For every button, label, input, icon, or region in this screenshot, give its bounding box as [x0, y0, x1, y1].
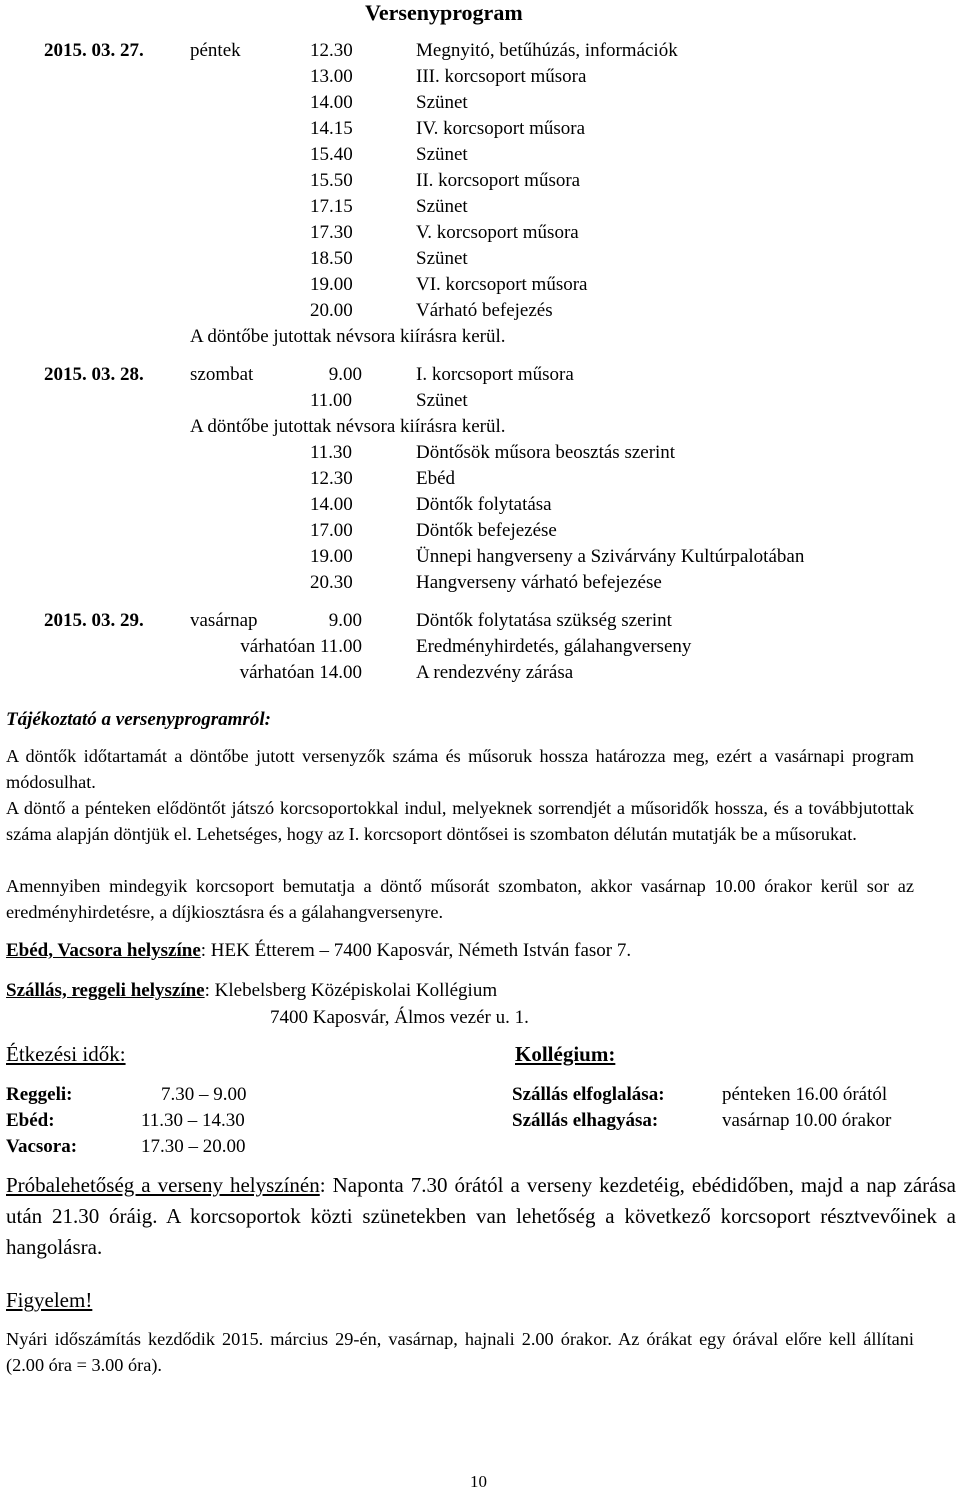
day1-event: Várható befejezés [416, 300, 553, 321]
warning-text: Nyári időszámítás kezdődik 2015. március 29-én, vasárnap, hajnali 2.00 órakor. Az órákat egy órával előre kell állítani (2.00 óra = 3.00 óra). [6, 1329, 914, 1375]
day1-note: A döntőbe jutottak névsora kiírásra kerül. [190, 326, 506, 347]
meal-label: Ebéd: [6, 1110, 55, 1131]
day1-time: 14.00 [310, 92, 353, 113]
info-paragraph: Amennyiben mindegyik korcsoport bemutatja a döntő műsorát szombaton, akkor vasárnap 10.00 órakor kerül sor az eredményhirdetésre, a díjkiosztásra és a gálahangversenyre. [6, 876, 914, 922]
day2-event: Döntők folytatása [416, 494, 552, 515]
day1-event: Szünet [416, 92, 468, 113]
day1-date: 2015. 03. 27. [44, 40, 144, 61]
day2-time: 11.30 [310, 442, 353, 463]
day1-event: Szünet [416, 196, 468, 217]
day1-event: VI. korcsoport műsora [416, 274, 588, 295]
day2-time: 17.00 [310, 520, 353, 541]
day2-note: A döntőbe jutottak névsora kiírásra kerül. [190, 416, 506, 437]
day3-time: várhatóan 14.00 [239, 662, 362, 683]
day1-event: II. korcsoport műsora [416, 170, 581, 191]
dorm-value: vasárnap 10.00 órakor [722, 1110, 892, 1131]
day2-event: Döntősök műsora beosztás szerint [416, 442, 676, 463]
day1-event: III. korcsoport műsora [416, 66, 587, 87]
day1-time: 12.30 [310, 40, 353, 61]
rehearsal-text: : Naponta 7.30 órától a verseny kezdetéig, ebédidőben, majd a nap zárása után 21.30 óráig. A korcsoportok közti szünetekben van lehetőség a következő korcsoport résztvevőinek a hangolásra. [6, 1173, 956, 1259]
day2-time: 12.30 [310, 468, 353, 489]
day1-time: 17.30 [310, 222, 353, 243]
dorm-label: Szállás elhagyása: [512, 1110, 659, 1131]
day1-time: 19.00 [310, 274, 353, 295]
lodging-venue-label: Szállás, reggeli helyszíne [6, 980, 205, 1001]
day1-time: 15.40 [310, 144, 353, 165]
day2-event: Ebéd [416, 468, 456, 489]
meal-time: 17.30 – 20.00 [141, 1136, 246, 1157]
day2-time: 9.00 [328, 364, 362, 385]
day1-event: IV. korcsoport műsora [416, 118, 586, 139]
day1-time: 13.00 [310, 66, 353, 87]
meal-label: Reggeli: [6, 1084, 73, 1105]
meal-venue-value: : HEK Étterem – 7400 Kaposvár, Németh István fasor 7. [200, 940, 632, 961]
lodging-venue-value: : Klebelsberg Középiskolai Kollégium [204, 980, 498, 1001]
day3-time: 9.00 [328, 610, 362, 631]
lodging-address: 7400 Kaposvár, Álmos vezér u. 1. [270, 1007, 529, 1028]
meal-venue-label: Ebéd, Vacsora helyszíne [6, 940, 201, 961]
meal-time: 7.30 – 9.00 [161, 1084, 247, 1105]
info-heading: Tájékoztató a versenyprogramról: [6, 709, 271, 730]
day2-event: I. korcsoport műsora [416, 364, 574, 385]
day2-event: Szünet [416, 390, 468, 411]
info-paragraph: A döntők időtartamát a döntőbe jutott versenyzők száma és műsoruk hossza határozza meg, ezért a vasárnapi program módosulhat. [6, 746, 914, 792]
day2-time: 19.00 [310, 546, 353, 567]
day2-event: Ünnepi hangverseny a Szivárvány Kultúrpalotában [416, 546, 805, 567]
info-paragraph: A döntő a pénteken elődöntőt játszó korcsoportokkal indul, melyeknek sorrendjét a műsoridők hossza, és a továbbjutottak száma alapján döntjük el. Lehetséges, hogy az I. korcsoport döntősei is szombaton délután mutatják be a műsorukat. [6, 798, 914, 844]
meal-label: Vacsora: [6, 1136, 78, 1157]
dorm-heading: Kollégium: [515, 1042, 616, 1066]
day2-time: 14.00 [310, 494, 353, 515]
day1-event: Megnyitó, betűhúzás, információk [416, 40, 678, 61]
day3-time: várhatóan 11.00 [240, 636, 362, 657]
day2-weekday: szombat [190, 364, 254, 385]
day1-weekday: péntek [190, 40, 241, 61]
day2-time: 11.00 [310, 390, 353, 411]
day1-time: 18.50 [310, 248, 353, 269]
meal-time: 11.30 – 14.30 [141, 1110, 245, 1131]
lodging-venue [6, 978, 497, 1004]
day2-event: Hangverseny várható befejezése [416, 572, 662, 593]
day3-event: Eredményhirdetés, gálahangverseny [416, 636, 692, 657]
meal-venue [6, 938, 631, 964]
day1-event: V. korcsoport műsora [416, 222, 579, 243]
dorm-label: Szállás elfoglalása: [512, 1084, 665, 1105]
day2-date: 2015. 03. 28. [44, 364, 144, 385]
page-number: 10 [470, 1472, 487, 1491]
rehearsal-label: Próbalehetőség a verseny helyszínén [6, 1173, 320, 1197]
day2-time: 20.30 [310, 572, 353, 593]
meals-heading: Étkezési idők: [6, 1042, 126, 1066]
day1-time: 14.15 [310, 118, 353, 139]
day3-event: A rendezvény zárása [416, 662, 574, 683]
day1-time: 15.50 [310, 170, 353, 191]
day3-weekday: vasárnap [190, 610, 258, 631]
day1-time: 20.00 [310, 300, 353, 321]
page-title: Versenyprogram [365, 0, 523, 25]
rehearsal-paragraph [6, 1170, 956, 1263]
day3-date: 2015. 03. 29. [44, 610, 144, 631]
day1-event: Szünet [416, 144, 468, 165]
day1-time: 17.15 [310, 196, 353, 217]
warning-heading: Figyelem! [6, 1288, 93, 1312]
dorm-value: pénteken 16.00 órától [722, 1084, 888, 1105]
day3-event: Döntők folytatása szükség szerint [416, 610, 672, 631]
day1-event: Szünet [416, 248, 468, 269]
day2-event: Döntők befejezése [416, 520, 557, 541]
